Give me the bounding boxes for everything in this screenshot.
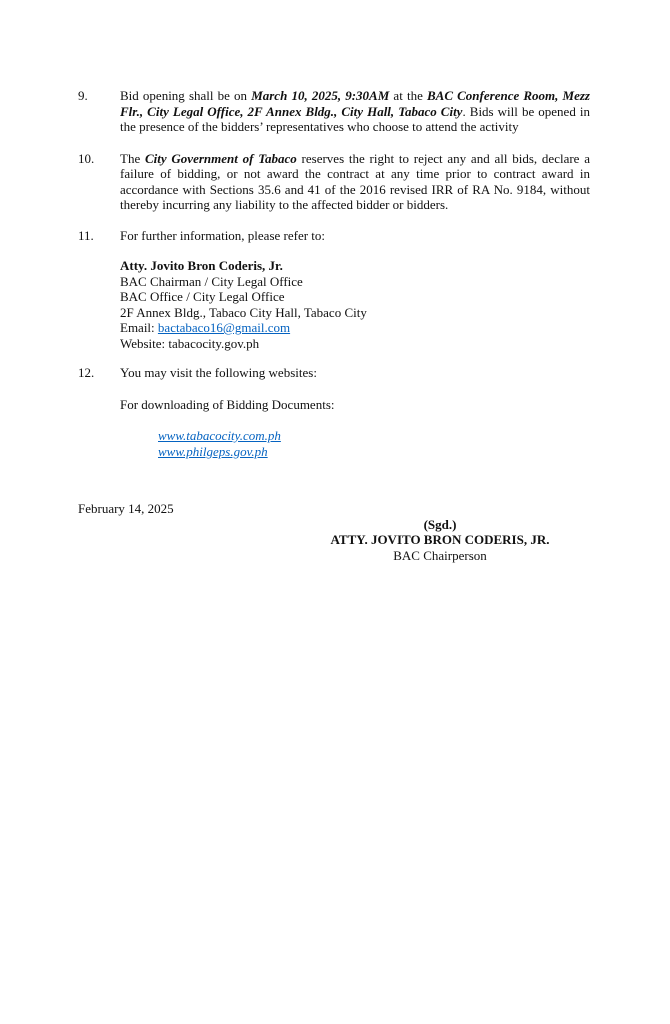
item-10-number: 10. bbox=[78, 150, 95, 166]
document-content bbox=[78, 88, 590, 563]
list-item-9 bbox=[78, 88, 590, 135]
list-item-11 bbox=[78, 228, 590, 244]
email-link[interactable]: bactabaco16@gmail.com bbox=[157, 320, 291, 335]
item-9-text: Bid opening shall be on March 10, 2025, 9:30AM at the BAC Conference Room, Mezz Flr., City Legal Office, 2F Annex Bldg., City Hall, Tabaco City. Bids will be opened in the presence of the bidders’ representatives who choose to attend the activity bbox=[120, 88, 590, 134]
contact-role: BAC Chairman / City Legal Office bbox=[120, 273, 303, 289]
download-links bbox=[158, 428, 590, 459]
list-item-10 bbox=[78, 151, 590, 213]
contact-name: Atty. Jovito Bron Coderis, Jr. bbox=[120, 258, 283, 273]
signatory-title: BAC Chairperson bbox=[393, 547, 487, 563]
item-11-number: 11. bbox=[78, 227, 94, 243]
item-10-text: The City Government of Tabaco reserves the right to reject any and all bids, declare a failure of bidding, or not award the contract at any time prior to contract award in accordance with Sections 35.6 and 41 of the 2016 revised IRR of RA No. 9184, without thereby incurring any liability to the affected bidder or bidders. bbox=[120, 150, 590, 212]
website-value: tabacocity.gov.ph bbox=[168, 335, 260, 351]
contact-office: BAC Office / City Legal Office bbox=[120, 289, 285, 304]
item-11-text: For further information, please refer to: bbox=[120, 227, 326, 243]
sgd-label: (Sgd.) bbox=[423, 516, 457, 532]
signatory-name: ATTY. JOVITO BRON CODERIS, JR. bbox=[330, 532, 550, 547]
signature-block bbox=[290, 517, 590, 564]
download-label: For downloading of Bidding Documents: bbox=[120, 396, 335, 412]
website-label: Website: bbox=[120, 335, 169, 351]
email-label: Email: bbox=[120, 320, 158, 335]
link-tabacocity[interactable]: www.tabacocity.com.ph bbox=[158, 428, 281, 443]
item-12-text: You may visit the following websites: bbox=[120, 365, 317, 380]
item-9-number: 9. bbox=[78, 88, 88, 103]
contact-website-line bbox=[120, 336, 590, 352]
link-philgeps[interactable]: www.philgeps.gov.ph bbox=[158, 443, 268, 459]
item-12-number: 12. bbox=[78, 365, 95, 380]
document-date: February 14, 2025 bbox=[78, 501, 174, 516]
contact-block bbox=[120, 258, 590, 351]
contact-address: 2F Annex Bldg., Tabaco City Hall, Tabaco City bbox=[120, 304, 367, 320]
contact-email-line bbox=[120, 320, 590, 336]
list-item-12 bbox=[78, 365, 590, 381]
